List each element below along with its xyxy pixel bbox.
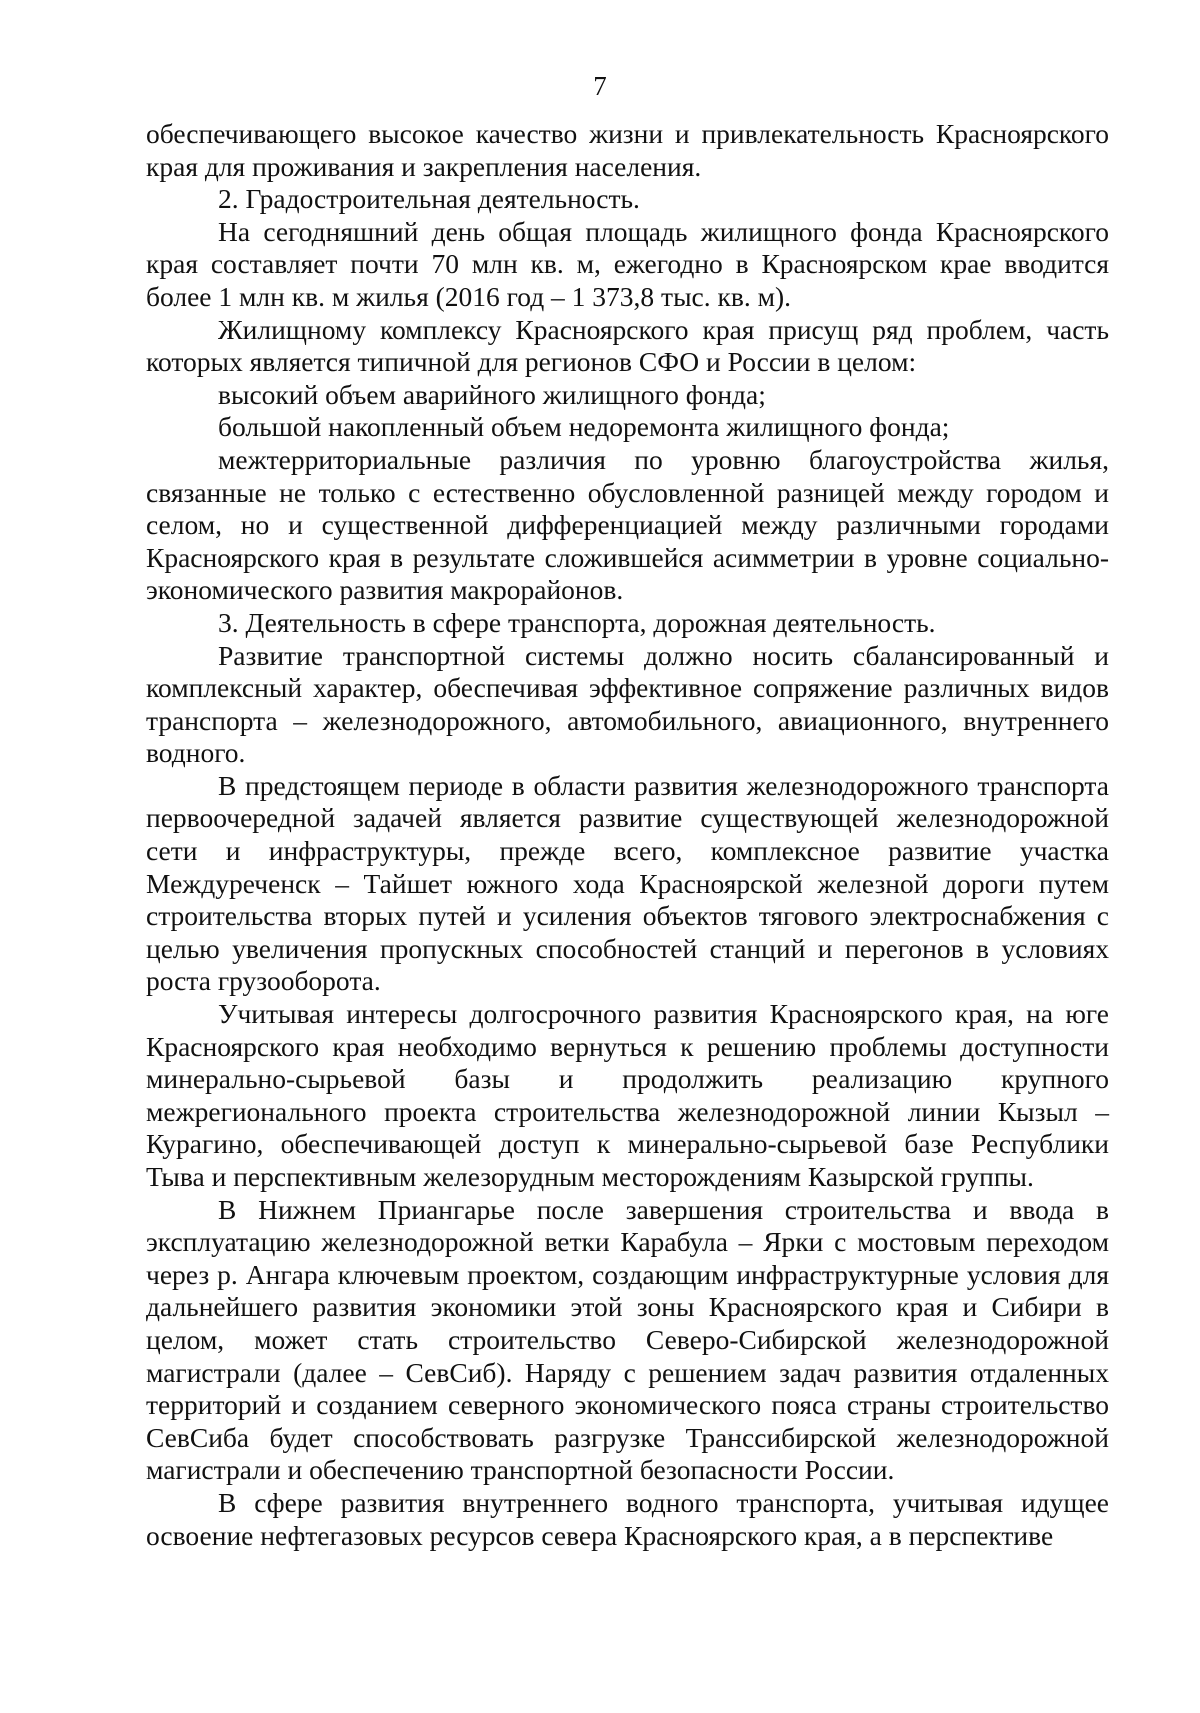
section-heading-transport: 3. Деятельность в сфере транспорта, дорожная деятельность.: [218, 606, 936, 638]
paragraph-kyzyl-kuragino: Учитывая интересы долгосрочного развития Красноярского края, на юге Красноярского края необходимо вернуться к решению проблемы доступности минерально-сырьевой базы и продолжить реализацию крупного межрегионального проекта строительства железнодорожной линии Кызыл – Курагино, обеспечивающей доступ к минерально-сырьевой базе Республики Тыва и перспективным железорудным месторождениям Казырской группы.: [146, 998, 1109, 1192]
paragraph-water-transport: В сфере развития внутреннего водного транспорта, учитывая идущее освоение нефтегазовых ресурсов севера Красноярского края, а в перспективе: [146, 1486, 1109, 1551]
paragraph-housing-problems: Жилищному комплексу Красноярского края присущ ряд проблем, часть которых является типичной для регионов СФО и России в целом:: [146, 313, 1109, 378]
list-item-emergency-housing: высокий объем аварийного жилищного фонда;: [218, 378, 766, 410]
page-number: 7: [593, 71, 607, 101]
paragraph-housing-stock: На сегодняшний день общая площадь жилищного фонда Красноярского края составляет почти 70 млн кв. м, ежегодно в Красноярском крае вводится более 1 млн кв. м жилья (2016 год – 1 373,8 тыс. кв. м).: [146, 215, 1109, 312]
paragraph-continuation: обеспечивающего высокое качество жизни и привлекательность Красноярского края для проживания и закрепления населения.: [146, 118, 1109, 182]
section-heading-urban-planning: 2. Градостроительная деятельность.: [218, 183, 640, 215]
paragraph-sevsib: В Нижнем Приангарье после завершения строительства и ввода в эксплуатацию железнодорожной ветки Карабула – Ярки с мостовым переходом через р. Ангара ключевым проектом, создающим инфраструктурные условия для дальнейшего развития экономики этой зоны Красноярского края и Сибири в целом, может стать строительство Северо-Сибирской железнодорожной магистрали (далее – СевСиб). Наряду с решением задач развития отдаленных территорий и созданием северного экономического пояса страны строительство СевСиба будет способствовать разгрузке Транссибирской железнодорожной магистрали и обеспечению транспортной безопасности России.: [146, 1193, 1109, 1486]
document-body: [146, 118, 1109, 1552]
list-item-territorial-differences: межтерриториальные различия по уровню благоустройства жилья, связанные не только с естественно обусловленной разницей между городом и селом, но и существенной дифференциацией между различными городами Красноярского края в результате сложившейся асимметрии в уровне социально-экономического развития макрорайонов.: [146, 443, 1109, 606]
paragraph-transport-system: Развитие транспортной системы должно носить сбалансированный и комплексный характер, обеспечивая эффективное сопряжение различных видов транспорта – железнодорожного, автомобильного, авиационного, внутреннего водного.: [146, 639, 1109, 769]
list-item-repair-backlog: большой накопленный объем недоремонта жилищного фонда;: [218, 411, 950, 443]
paragraph-railway-development: В предстоящем периоде в области развития железнодорожного транспорта первоочередной задачей является развитие существующей железнодорожной сети и инфраструктуры, прежде всего, комплексное развитие участка Междуреченск – Тайшет южного хода Красноярской железной дороги путем строительства вторых путей и усиления объектов тягового электроснабжения с целью увеличения пропускных способностей станций и перегонов в условиях роста грузооборота.: [146, 769, 1109, 997]
